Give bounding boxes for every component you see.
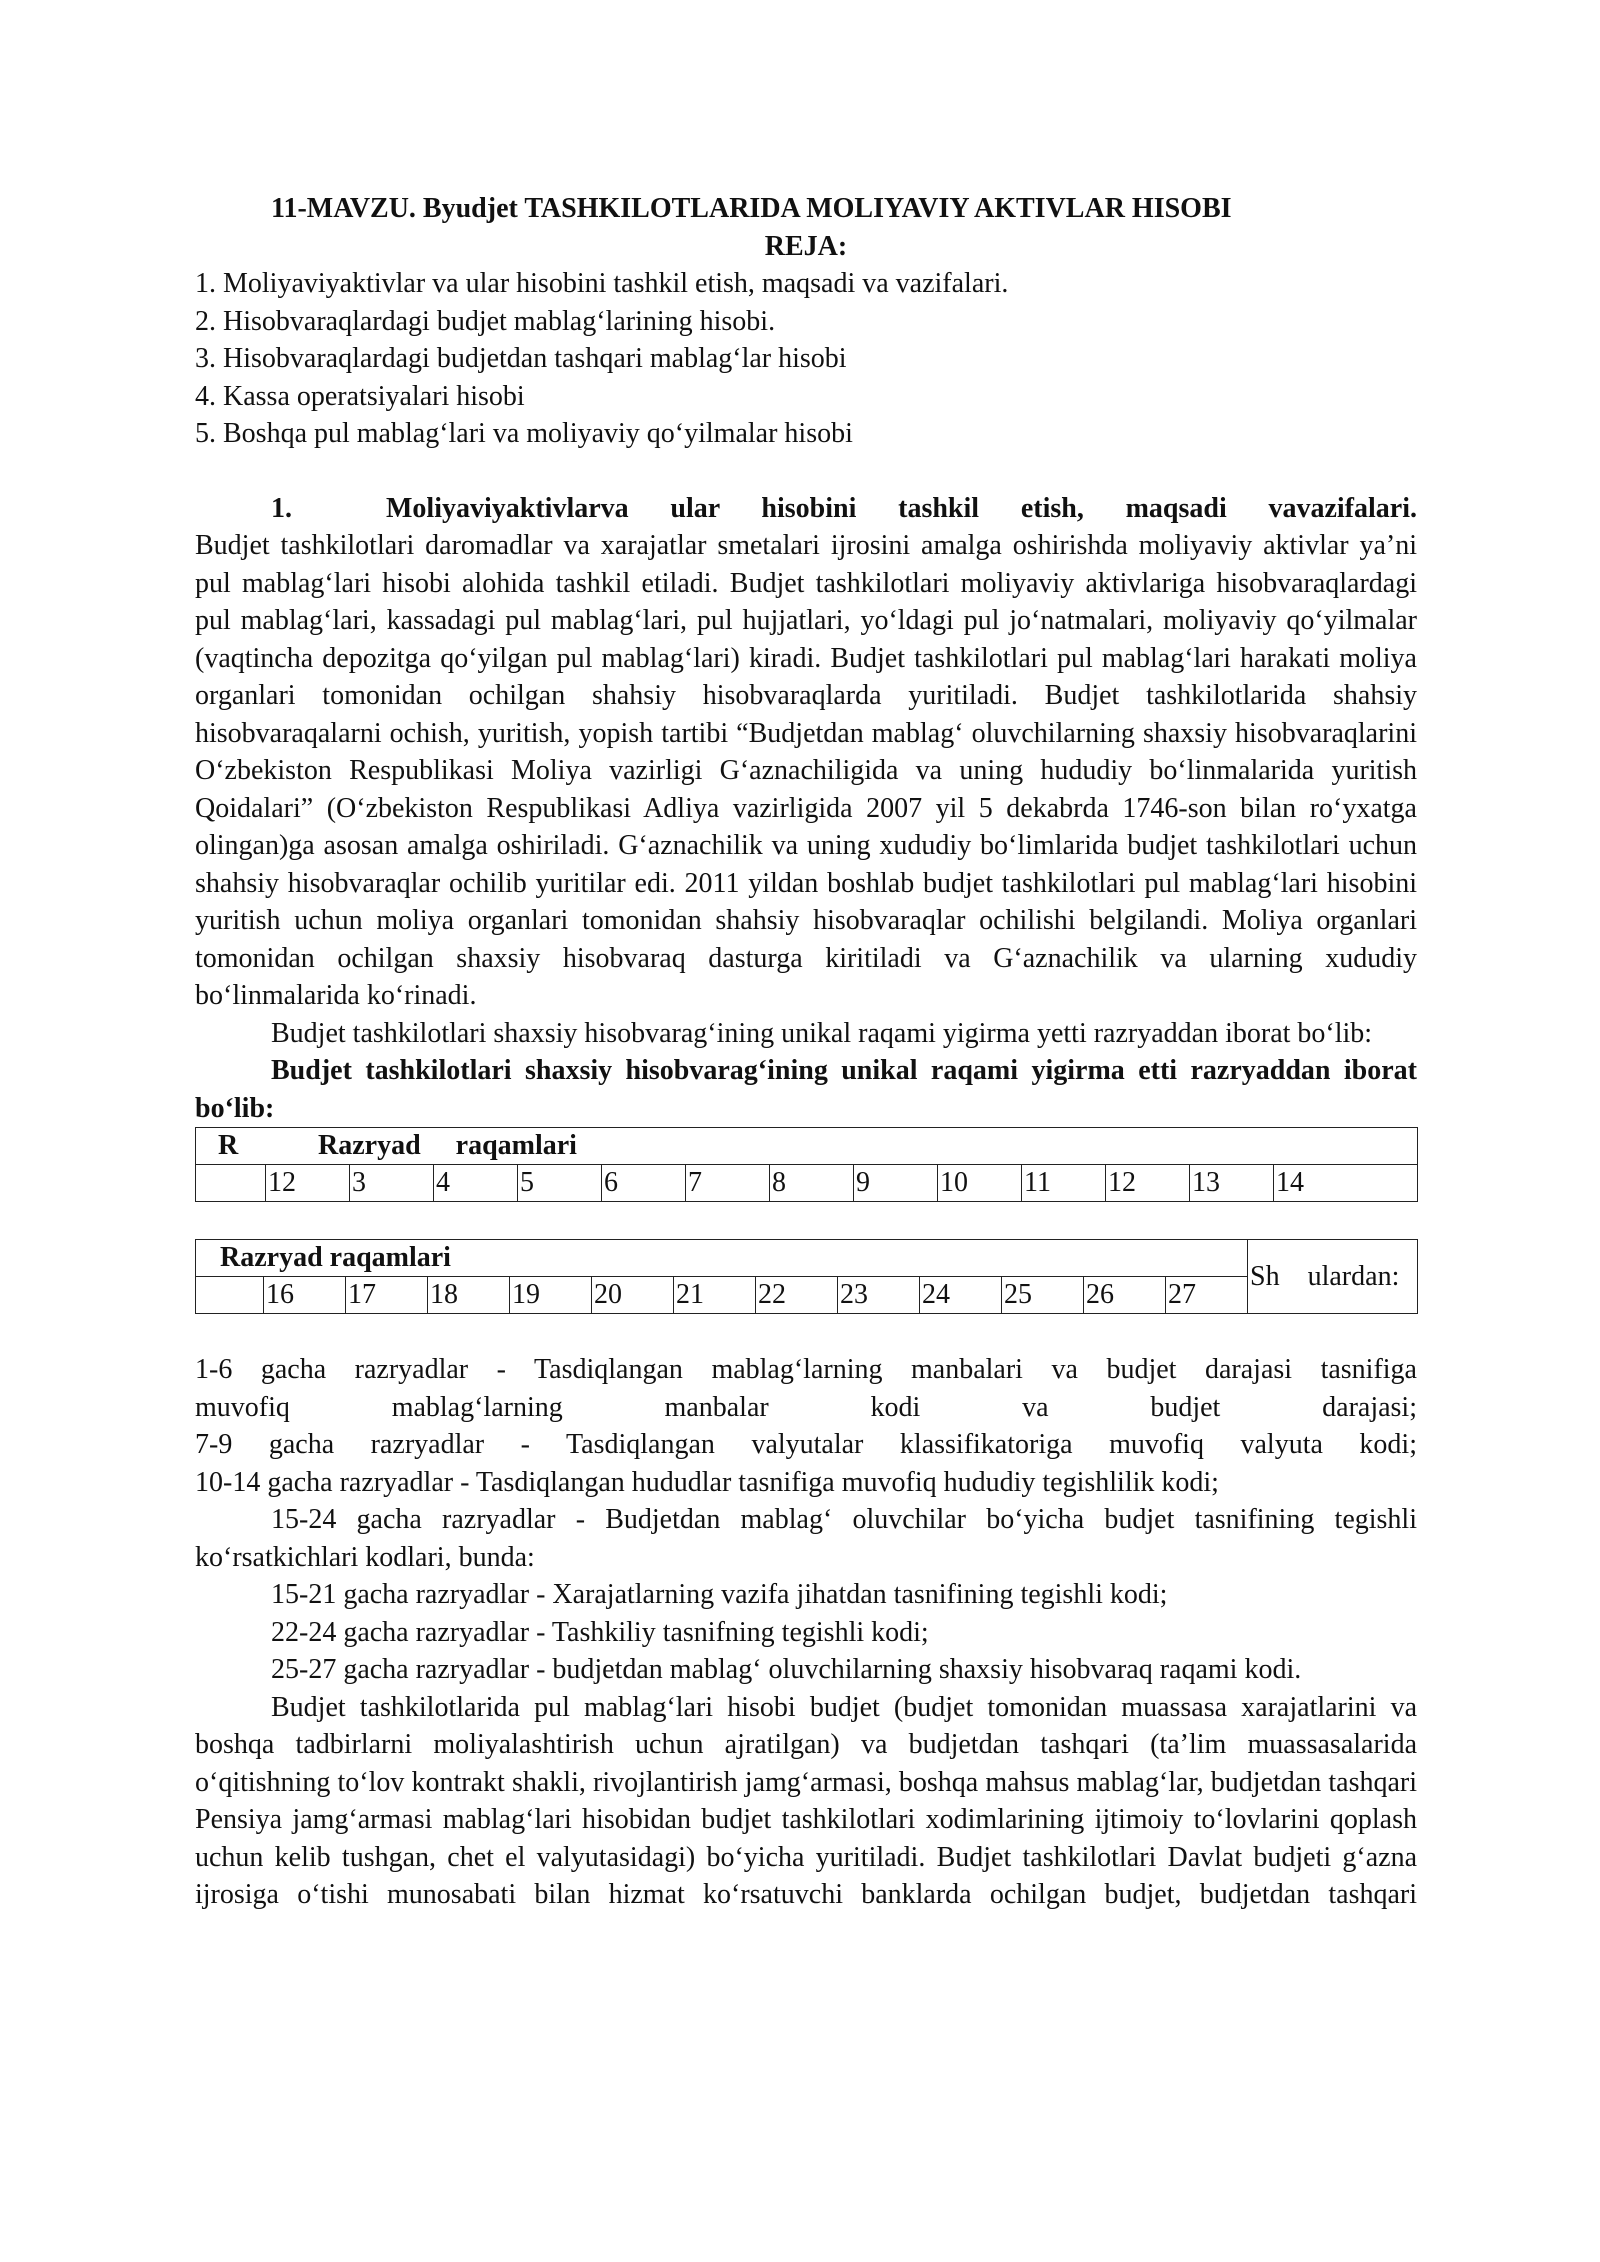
table-cell: 16 <box>264 1277 346 1314</box>
table-r-label: R <box>218 1130 239 1161</box>
paragraph-1: Budjet tashkilotlari daromadlar va xarajatlar smetalari ijrosini amalga oshirishda moliyaviy aktivlar ya’ni pul mablag‘lari hisobi alohida tashkil etiladi. Budjet tashkilotlari moliyaviy aktivlariga hisobvaraqlardagi pul mablag‘lari, kassadagi pul mablag‘lari, pul hujjatlari, yo‘ldagi pul jo‘natmalari, moliyaviy qo‘yilmalar (vaqtincha depozitga qo‘yilgan pul mablag‘lari) kiradi. Budjet tashkilotlari pul mablag‘lari harakati moliya organlari tomonidan ochilgan shahsiy hisobvaraqlarda yuritiladi. Budjet tashkilotlarida shahsiy hisobvaraqalarni ochish, yuritish, yopish tartibi “Budjetdan mablag‘ oluvchilarning shaxsiy hisobvaraqlarini O‘zbekiston Respublikasi Moliya vazirligi G‘aznachiligida va uning hududiy bo‘linmalarida yuritish Qoidalari” (O‘zbekiston Respublikasi Adliya vazirligida 2007 yil 5 dekabrda 1746-son bilan ro‘yxatga olingan)ga asosan amalga oshiriladi. G‘aznachilik va uning xududiy bo‘limlarida budjet tashkilotlari uchun shahsiy hisobvaraqlar ochilib yuritilar edi. 2011 yildan boshlab budjet tashkilotlari pul mablag‘lari hisobini yuritish uchun moliya organlari tomonidan shahsiy hisobvaraqlar ochilishi belgilandi. Moliya organlari tomonidan ochilgan shaxsiy hisobvaraq dasturga kiritiladi va G‘aznachilik va ularning xududiy bo‘linmalarida ko‘rinadi. <box>195 530 1417 1011</box>
table-cell: 14 <box>1274 1165 1418 1202</box>
title-line-2: REJA: <box>764 230 848 262</box>
razryad-table-2 <box>195 1239 1418 1314</box>
table-cell: 6 <box>602 1165 686 1202</box>
paragraph-2: Budjet tashkilotlari shaxsiy hisobvarag‘ining unikal raqami yigirma yetti razryaddan iborat bo‘lib: <box>271 1017 1373 1049</box>
table-header-label: Razryad raqamlari <box>318 1130 577 1161</box>
table-cell: 3 <box>350 1165 434 1202</box>
plan-item: 4. Kassa operatsiyalari hisobi <box>195 380 525 412</box>
razryad-table-1 <box>195 1127 1418 1202</box>
document-title <box>195 190 1417 265</box>
table-cell: 25 <box>1002 1277 1084 1314</box>
table-cell: 11 <box>1022 1165 1106 1202</box>
list-line-5: 15-21 gacha razryadlar - Xarajatlarning vazifa jihatdan tasnifining tegishli kodi; <box>271 1579 1168 1610</box>
spacer <box>195 453 1417 490</box>
table-header <box>196 1128 1418 1165</box>
list-line-1b: muvofiq mablag‘larning manbalar kodi va budjet darajasi; <box>195 1391 1417 1423</box>
section-heading <box>195 490 1417 528</box>
plan-list <box>195 265 1417 453</box>
table-cell: 18 <box>428 1277 510 1314</box>
plan-item: 5. Boshqa pul mablag‘lari va moliyaviy qo‘yilmalar hisobi <box>195 418 853 449</box>
table-cell: 20 <box>592 1277 674 1314</box>
table-cell: 10 <box>938 1165 1022 1202</box>
document-page <box>195 190 1417 1914</box>
table-cell: 17 <box>346 1277 428 1314</box>
table-header: Razryad raqamlari <box>196 1240 1248 1277</box>
table-cell: 23 <box>838 1277 920 1314</box>
table-cell: 13 <box>1190 1165 1274 1202</box>
table-cell: 7 <box>686 1165 770 1202</box>
plan-item: 1. Moliyaviyaktivlar va ular hisobini tashkil etish, maqsadi va vazifalari. <box>195 268 1009 299</box>
plan-item: 2. Hisobvaraqlardagi budjet mablag‘larining hisobi. <box>195 305 776 337</box>
table-cell <box>196 1277 264 1314</box>
table-cell: 8 <box>770 1165 854 1202</box>
list-line-6: 22-24 gacha razryadlar - Tashkiliy tasnifning tegishli kodi; <box>271 1616 929 1648</box>
plan-item: 3. Hisobvaraqlardagi budjetdan tashqari mablag‘lar hisobi <box>195 343 847 374</box>
list-line-3: 10-14 gacha razryadlar - Tasdiqlangan hududlar tasnifiga muvofiq hududiy tegishlilik kodi; <box>195 1466 1219 1498</box>
section-title: Moliyaviyaktivlarva ular hisobini tashkil etish, maqsadi vavazifalari. <box>386 492 1417 524</box>
table-cell: 12 <box>1106 1165 1190 1202</box>
table-cell: 12 <box>266 1165 350 1202</box>
table-cell: 27 <box>1166 1277 1248 1314</box>
title-line-1: 11-MAVZU. Byudjet TASHKILOTLARIDA MOLIYAVIY AKTIVLAR HISOBI <box>271 193 1232 224</box>
table-cell: 5 <box>518 1165 602 1202</box>
table-cell: 9 <box>854 1165 938 1202</box>
table-side-cell: Sh ulardan: <box>1248 1240 1418 1314</box>
table-cell <box>196 1165 266 1202</box>
list-line-7: 25-27 gacha razryadlar - budjetdan mablag‘ oluvchilarning shaxsiy hisobvaraq raqami kodi. <box>271 1654 1302 1685</box>
list-line-1a: 1-6 gacha razryadlar - Tasdiqlangan mablag‘larning manbalari va budjet darajasi tasnifiga <box>195 1354 1417 1385</box>
paragraph-3-bold: Budjet tashkilotlari shaxsiy hisobvarag‘ining unikal raqami yigirma etti razryaddan iborat bo‘lib: <box>195 1055 1417 1124</box>
list-line-2: 7-9 gacha razryadlar - Tasdiqlangan valyutalar klassifikatoriga muvofiq valyuta kodi; <box>195 1429 1417 1460</box>
table-cell: 24 <box>920 1277 1002 1314</box>
list-line-4: 15-24 gacha razryadlar - Budjetdan mablag‘ oluvchilar bo‘yicha budjet tasnifining tegishli ko‘rsatkichlari kodlari, bunda: <box>195 1504 1417 1573</box>
table-cell: 26 <box>1084 1277 1166 1314</box>
paragraph-last: Budjet tashkilotlarida pul mablag‘lari hisobi budjet (budjet tomonidan muassasa xarajatlarini va boshqa tadbirlarni moliyalashtirish uchun ajratilgan) va budjetdan tashqari (ta’lim muassasalarida o‘qitishning to‘lov kontrakt shakli, rivojlantirish jamg‘armasi, boshqa mahsus mablag‘lar, budjetdan tashqari Pensiya jamg‘armasi mablag‘lari hisobidan budjet tashkilotlari xodimlarining ijtimoiy to‘lovlarini qoplash uchun kelib tushgan, chet el valyutasidagi) bo‘yicha yuritiladi. Budjet tashkilotlari Davlat budjeti g‘azna ijrosiga o‘tishi munosabati bilan hizmat ko‘rsatuvchi banklarda ochilgan budjet, budjetdan tashqari <box>195 1691 1417 1910</box>
table-cell: 22 <box>756 1277 838 1314</box>
table-cell: 4 <box>434 1165 518 1202</box>
table-cell: 19 <box>510 1277 592 1314</box>
table-cell: 21 <box>674 1277 756 1314</box>
section-number: 1. <box>271 492 292 524</box>
